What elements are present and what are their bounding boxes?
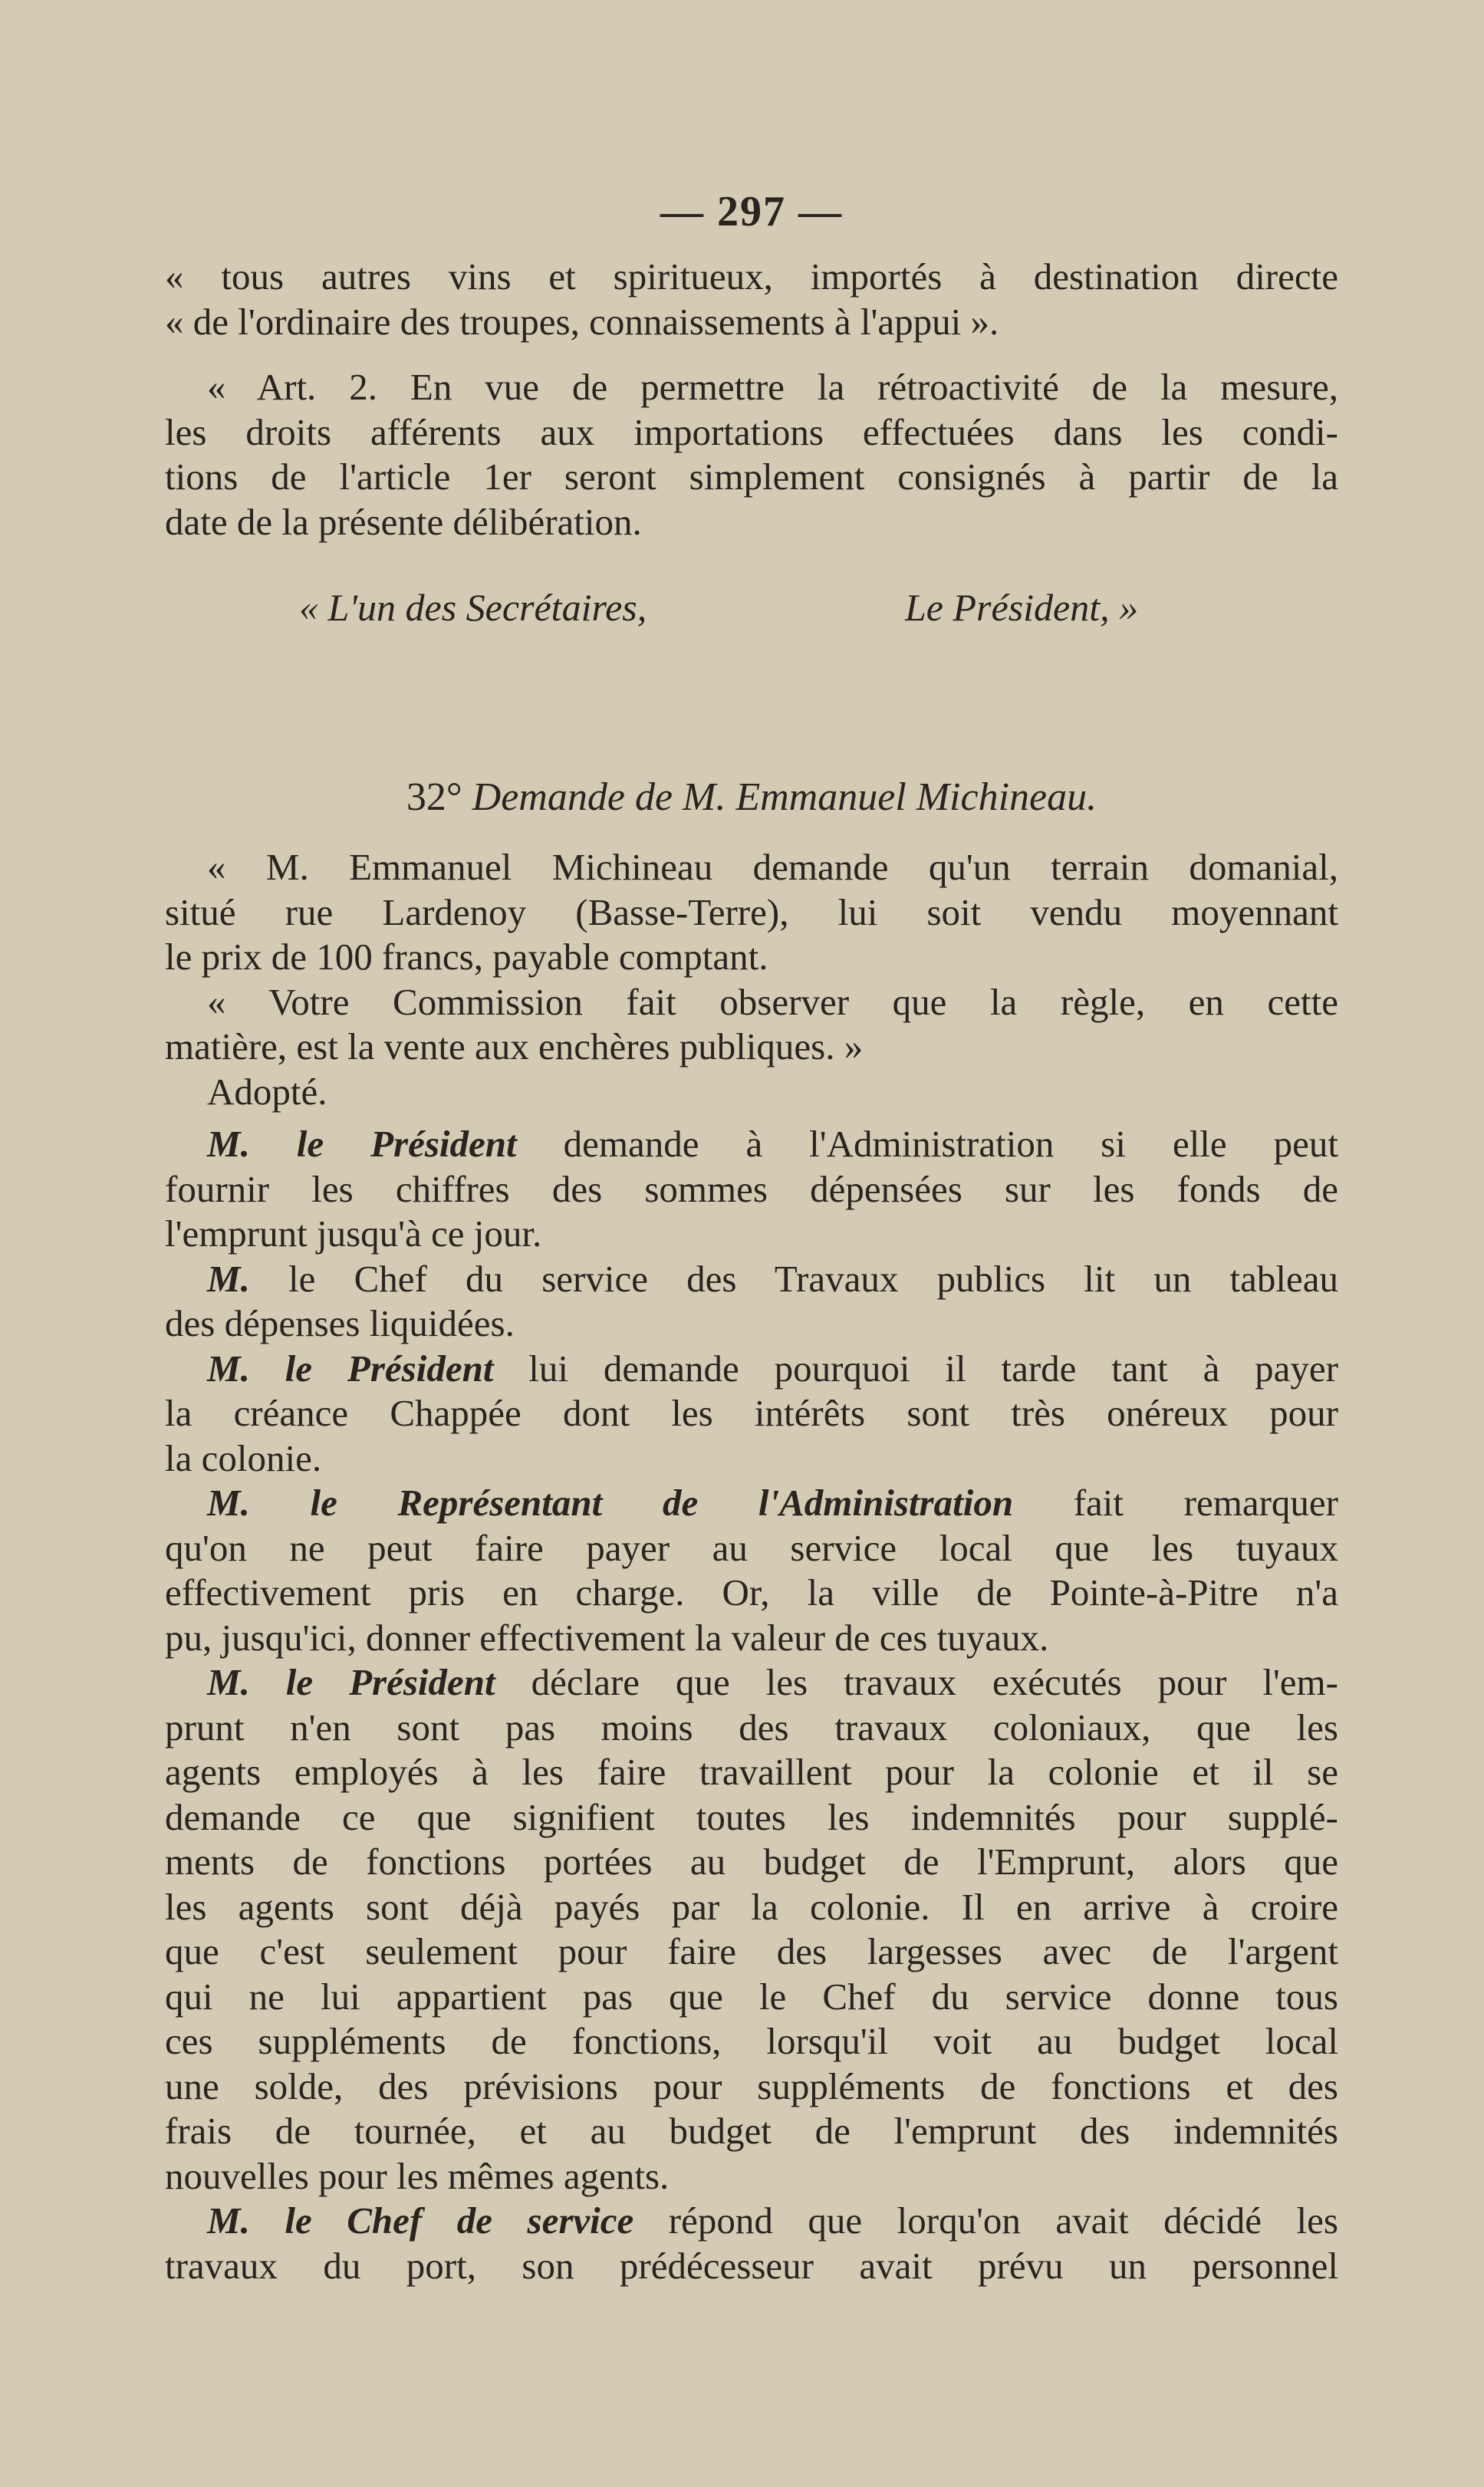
speaker-name: M. le Président: [207, 1347, 494, 1390]
text-line: [165, 455, 1338, 500]
signature-line: [165, 585, 1338, 630]
text-run: « de l'ordinaire des troupes, connaissements à l'appui ».: [165, 300, 999, 343]
speaker-name: M. le Représentant de l'Administration: [207, 1482, 1014, 1524]
page-number: — 297 —: [660, 188, 843, 235]
section-heading: [165, 775, 1338, 821]
text-run: effectivement pris en charge. Or, la ville de Pointe-à-Pitre n'a: [165, 1571, 1338, 1614]
text-run: demande à l'Administration si elle peut: [516, 1123, 1338, 1165]
text-run: « M. Emmanuel Michineau demande qu'un terrain domanial,: [207, 846, 1338, 888]
paragraph: [165, 1660, 1338, 2199]
text-run: déclare que les travaux exécutés pour l'em-: [495, 1661, 1338, 1703]
text-run: que c'est seulement pour faire des largesses avec de l'argent: [165, 1930, 1338, 1972]
text-line: [165, 1929, 1338, 1975]
speaker-name: M. le Chef de service: [207, 2199, 634, 2242]
text-run: date de la présente délibération.: [165, 500, 642, 543]
page-body: [165, 255, 1338, 2288]
text-run: lui demande pourquoi il tarde tant à payer: [493, 1347, 1338, 1390]
text-line: [165, 2154, 1338, 2199]
text-line: [165, 1885, 1338, 1930]
text-line: [165, 1975, 1338, 2020]
text-line: [165, 2244, 1338, 2289]
paragraph: [165, 1347, 1338, 1482]
section-title: Demande de M. Emmanuel Michineau.: [472, 775, 1097, 819]
text-run: la colonie.: [165, 1436, 322, 1479]
text-run: ments de fonctions portées au budget de l'Emprunt, alors que: [165, 1841, 1338, 1883]
text-run: l'emprunt jusqu'à ce jour.: [165, 1212, 542, 1255]
text-run: qui ne lui appartient pas que le Chef du service donne tous: [165, 1975, 1338, 2018]
text-line: [165, 1481, 1338, 1526]
section-number: 32°: [406, 775, 462, 819]
text-run: le Chef du service des Travaux publics lit un tableau: [249, 1257, 1338, 1300]
text-run: prunt n'en sont pas moins des travaux coloniaux, que les: [165, 1706, 1338, 1748]
text-run: Adopté.: [207, 1070, 327, 1113]
text-run: « tous autres vins et spiritueux, importés à destination directe: [165, 255, 1338, 298]
text-line: [165, 1526, 1338, 1571]
text-run: fournir les chiffres des sommes dépensées sur les fonds de: [165, 1167, 1338, 1210]
paragraph: [165, 980, 1338, 1070]
text-line: [165, 500, 1338, 545]
text-run: travaux du port, son prédécesseur avait prévu un personnel: [165, 2244, 1338, 2287]
text-line: [165, 1616, 1338, 1661]
text-run: le prix de 100 francs, payable comptant.: [165, 936, 768, 978]
text-run: nouvelles pour les mêmes agents.: [165, 2154, 670, 2197]
text-line: [165, 1212, 1338, 1257]
text-run: agents employés à les faire travaillent pour la colonie et il se: [165, 1751, 1338, 1793]
text-line: [165, 1571, 1338, 1616]
text-line: [165, 1025, 1338, 1070]
paragraph: [165, 1070, 1338, 1115]
text-line: [165, 935, 1338, 980]
text-run: une solde, des prévisions pour suppléments de fonctions et des: [165, 2064, 1338, 2107]
text-line: [165, 2019, 1338, 2064]
text-line: [165, 1122, 1338, 1167]
text-line: [165, 1750, 1338, 1795]
paragraph: [165, 2199, 1338, 2288]
text-run: situé rue Lardenoy (Basse-Terre), lui soit vendu moyennant: [165, 890, 1338, 933]
text-line: [165, 365, 1338, 410]
text-run: répond que lorqu'on avait décidé les: [633, 2199, 1338, 2242]
text-line: [165, 255, 1338, 300]
paragraph: [165, 365, 1338, 544]
text-run: la créance Chappée dont les intérêts sont très onéreux pour: [165, 1392, 1338, 1434]
text-run: fait remarquer: [1013, 1482, 1338, 1524]
text-line: [165, 890, 1338, 936]
text-run: des dépenses liquidées.: [165, 1302, 515, 1344]
text-run: ces suppléments de fonctions, lorsqu'il voit au budget local: [165, 2020, 1338, 2062]
text-line: [165, 1840, 1338, 1885]
text-run: demande ce que signifient toutes les indemnités pour supplé-: [165, 1795, 1338, 1838]
text-line: [165, 410, 1338, 456]
text-run: matière, est la vente aux enchères publiques. »: [165, 1025, 864, 1068]
speaker-name: M.: [207, 1257, 250, 1300]
text-line: [165, 845, 1338, 890]
text-line: [165, 1301, 1338, 1347]
text-line: [165, 1436, 1338, 1482]
paragraph: [165, 1257, 1338, 1347]
text-line: [165, 980, 1338, 1025]
text-run: les agents sont déjà payés par la colonie. Il en arrive à croire: [165, 1885, 1338, 1928]
text-line: [165, 300, 1338, 345]
signature-secretary: « L'un des Secrétaires,: [299, 586, 647, 629]
text-line: [165, 1391, 1338, 1436]
text-line: [165, 2064, 1338, 2110]
text-line: [165, 1257, 1338, 1302]
speaker-name: M. le Président: [207, 1123, 517, 1165]
text-run: pu, jusqu'ici, donner effectivement la valeur de ces tuyaux.: [165, 1616, 1049, 1659]
text-run: « Art. 2. En vue de permettre la rétroactivité de la mesure,: [207, 366, 1338, 408]
text-line: [165, 1795, 1338, 1841]
signature-president: Le Président, »: [905, 586, 1139, 629]
text-line: [165, 1347, 1338, 1392]
speaker-name: M. le Président: [207, 1661, 495, 1703]
text-line: [165, 1706, 1338, 1751]
text-run: qu'on ne peut faire payer au service local que les tuyaux: [165, 1526, 1338, 1569]
paragraph: [165, 1122, 1338, 1257]
text-line: [165, 1070, 1338, 1115]
text-run: les droits afférents aux importations effectuées dans les condi-: [165, 410, 1338, 453]
text-line: [165, 2199, 1338, 2244]
text-line: [165, 2109, 1338, 2154]
paragraph: [165, 255, 1338, 344]
text-line: [165, 1660, 1338, 1706]
text-run: « Votre Commission fait observer que la règle, en cette: [207, 980, 1338, 1023]
paragraph: [165, 1481, 1338, 1660]
text-line: [165, 1167, 1338, 1212]
text-run: frais de tournée, et au budget de l'emprunt des indemnités: [165, 2110, 1338, 2152]
paragraph: [165, 845, 1338, 980]
text-run: tions de l'article 1er seront simplement consignés à partir de la: [165, 456, 1338, 498]
